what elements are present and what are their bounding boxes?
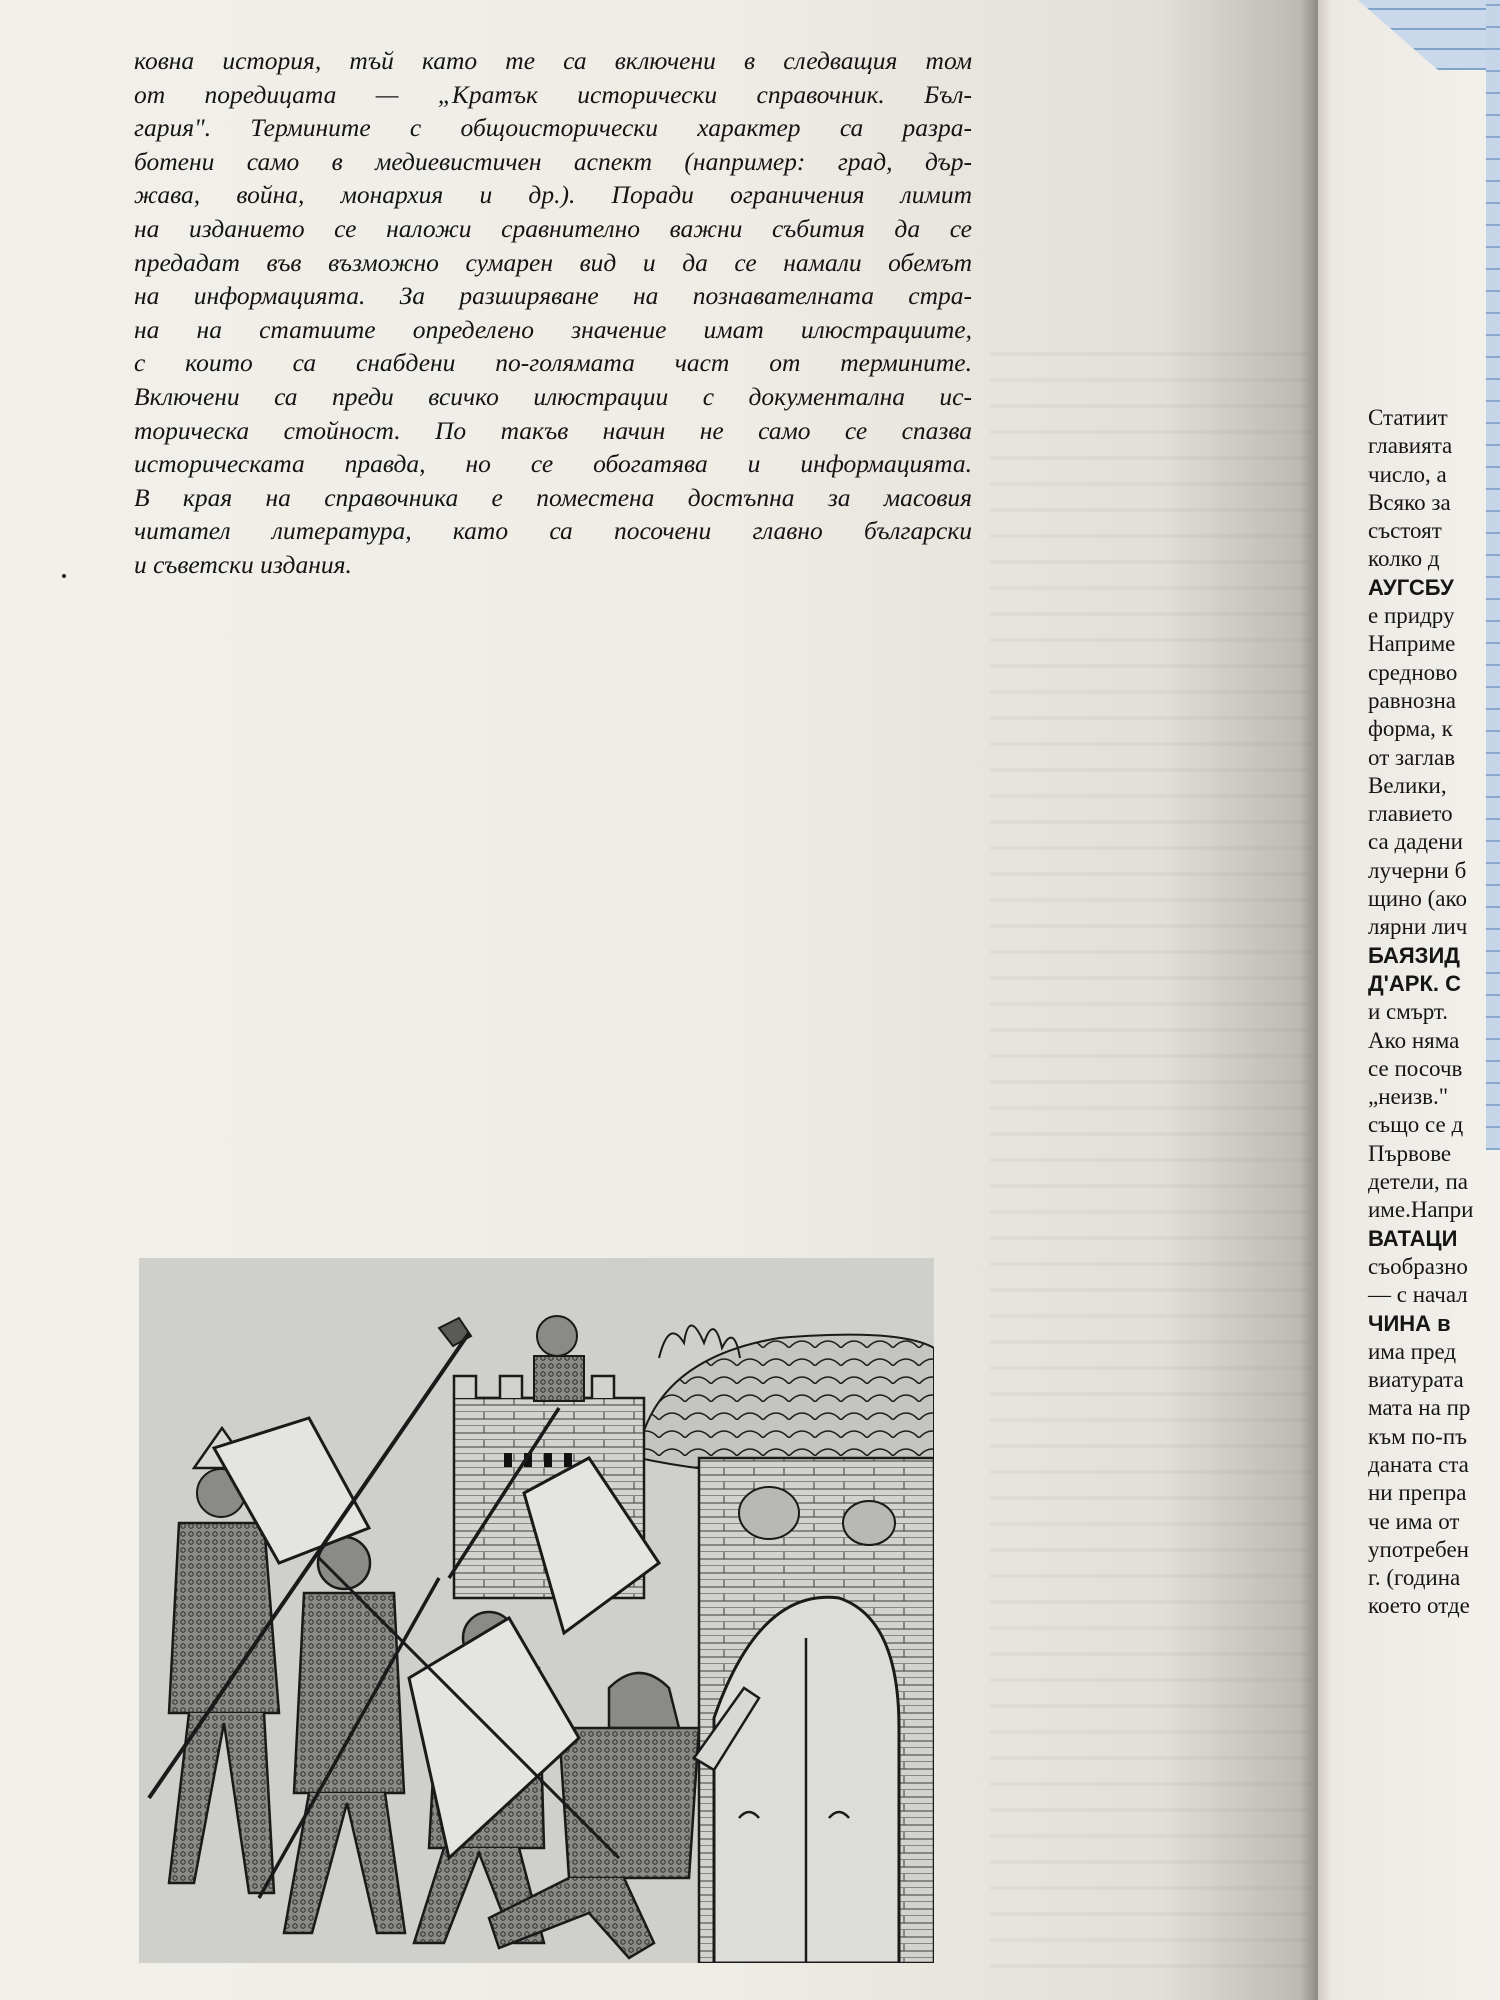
intro-line: читател литература, като са посочени главно български [134, 516, 972, 546]
right-text-line: „неизв." [1368, 1084, 1449, 1110]
intro-line: и съветски издания. [134, 549, 352, 579]
intro-line: гария". Термините с общоисторически характер са разра- [134, 113, 972, 143]
right-text-line: средново [1368, 659, 1458, 685]
right-text-line: форма, к [1368, 716, 1453, 742]
right-text-line: от заглав [1368, 744, 1456, 770]
intro-line: с които са снабдени по-голямата част от термините. [134, 348, 972, 378]
entry-heading: БАЯЗИД [1368, 942, 1460, 968]
intro-line: ковна история, тъй като те са включени в следващия том [134, 46, 972, 75]
right-text-line: се посочв [1368, 1055, 1463, 1081]
right-text-line: лучерни б [1368, 857, 1467, 883]
intro-line: от поредицата — „Кратък исторически справочник. Бъл- [134, 79, 972, 109]
intro-line: предадат във възможно сумарен вид и да се намали обемът [134, 247, 972, 277]
intro-paragraph [134, 44, 972, 582]
entry-heading: ЧИНА в [1368, 1310, 1451, 1336]
intro-line: торическа стойност. По такъв начин не само се спазва [134, 415, 972, 445]
intro-line: жава, война, монархия и др.). Поради ограничения лимит [134, 180, 972, 210]
right-text-line: виатурата [1368, 1367, 1464, 1393]
right-text-line: състоят [1368, 518, 1442, 544]
right-text-line: главията [1368, 433, 1453, 459]
intro-line: Включени са преди всичко илюстрации с документална ис- [134, 381, 972, 411]
siege-engraving-svg [139, 1258, 934, 1963]
right-text-line: и смърт. [1368, 999, 1448, 1025]
right-text-line: число, а [1368, 461, 1447, 487]
right-text-line: Ако няма [1368, 1027, 1460, 1053]
right-text-line: колко д [1368, 546, 1440, 572]
intro-line: на изданието се наложи сравнително важни събития да се [134, 213, 972, 243]
right-text-line: употребен [1368, 1536, 1469, 1562]
siege-illustration [139, 1258, 934, 1963]
right-text-line: ни препра [1368, 1480, 1467, 1506]
right-text-line: равнозна [1368, 687, 1456, 713]
right-text-line: име.Напри [1368, 1197, 1474, 1223]
besieged-face [739, 1487, 799, 1539]
intro-line: историческата правда, но се обогатява и информацията. [134, 449, 972, 479]
right-text-line: съобразно [1368, 1253, 1468, 1279]
right-text-line: е придру [1368, 603, 1455, 629]
right-text-line: Велики, [1368, 772, 1447, 798]
right-text-line: Първове [1368, 1140, 1452, 1166]
right-text-line: има пред [1368, 1338, 1457, 1364]
right-text-line: мата на пр [1368, 1395, 1471, 1421]
entry-heading: ВАТАЦИ [1368, 1225, 1458, 1251]
right-text-line: главието [1368, 801, 1453, 827]
right-text-line: детели, па [1368, 1169, 1468, 1195]
right-text-line: също се д [1368, 1112, 1464, 1138]
right-text-line: щино (ако [1368, 886, 1467, 912]
right-text-line: Наприме [1368, 631, 1456, 657]
entry-heading: АУГСБУ [1368, 574, 1454, 600]
right-text-line: Статиит [1368, 405, 1448, 430]
right-text-line: — с начал [1368, 1282, 1468, 1308]
right-text-line: което отде [1368, 1593, 1470, 1619]
right-page-text [1368, 404, 1500, 1621]
show-through-text [990, 330, 1310, 1980]
intro-line: В края на справочника е поместена достъпна за масовия [134, 482, 972, 512]
intro-line: ботени само в медиевистичен аспект (например: град, дър- [134, 146, 972, 176]
entry-heading: Д'АРК. С [1368, 970, 1462, 996]
defender-head [537, 1316, 577, 1356]
defender-body [534, 1356, 584, 1401]
right-text-line: даната ста [1368, 1451, 1469, 1477]
margin-mark [62, 574, 66, 578]
right-text-line: Всяко за [1368, 489, 1451, 515]
right-text-line: г. (година [1368, 1565, 1461, 1591]
intro-line: на информацията. За разширяване на познавателната стра- [134, 281, 972, 311]
right-text-line: лярни лич [1368, 914, 1468, 940]
right-text-line: са дадени [1368, 829, 1463, 855]
right-text-line: към по-пъ [1368, 1423, 1468, 1449]
intro-line: на на статиите определено значение имат илюстрациите, [134, 314, 972, 344]
right-text-line: че има от [1368, 1508, 1460, 1534]
